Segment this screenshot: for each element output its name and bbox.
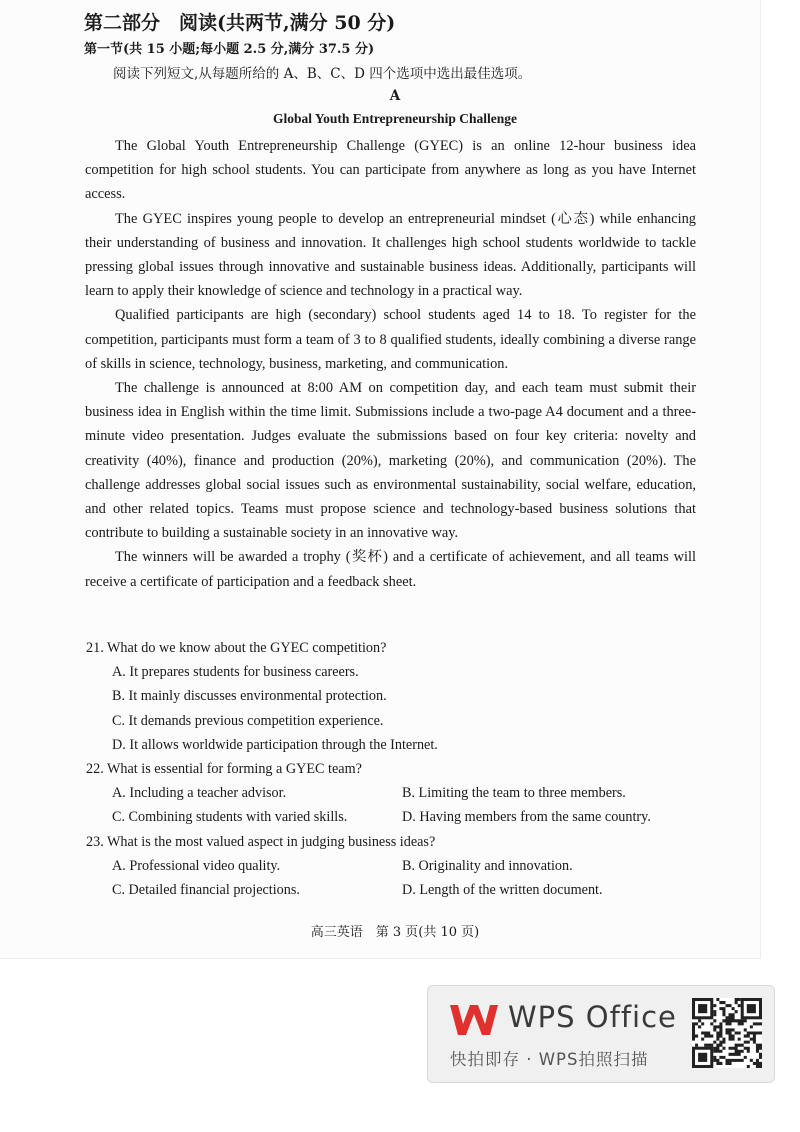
wps-watermark-badge bbox=[427, 985, 775, 1083]
option-d: D. Having members from the same country. bbox=[402, 809, 651, 826]
wps-w-logo-icon bbox=[448, 1002, 500, 1038]
passage-title: Global Youth Entrepreneurship Challenge bbox=[273, 111, 517, 126]
page-footer: 高三英语 第 3 页(共 10 页) bbox=[310, 925, 480, 940]
option-row bbox=[86, 878, 706, 902]
wps-brand-name: WPS Office bbox=[508, 1000, 677, 1034]
option-a: A. It prepares students for business careers. bbox=[112, 664, 359, 681]
question-22 bbox=[86, 757, 706, 830]
instructions: 阅读下列短文,从每题所给的 A、B、C、D 四个选项中选出最佳选项。 bbox=[113, 66, 532, 82]
question-stem: 23. What is the most valued aspect in judging business ideas? bbox=[86, 833, 436, 850]
option-row bbox=[86, 854, 706, 878]
question-23 bbox=[86, 830, 706, 903]
paragraph: The winners will be awarded a trophy (奖杯) and a certificate of achievement, and all teams will receive a certificate of participation and a feedback sheet. bbox=[85, 549, 696, 590]
passage-letter: A bbox=[389, 88, 401, 104]
paragraph: The challenge is announced at 8:00 AM on competition day, and each team must submit their business idea in English within the time limit. Submissions include a two-page A4 document and a three-minute video presentation. Judges evaluate the submissions based on four key criteria: novelty and creativity (40%), finance and production (20%), marketing (20%), and communication (20%). The challenge addresses global social issues such as environmental sustainability, social welfare, education, and other related topics. Teams must propose science and technology-based business solutions that contribute to building a sustainable society in an innovative way. bbox=[85, 380, 696, 542]
question-stem: 21. What do we know about the GYEC competition? bbox=[86, 640, 387, 656]
section-title: 第一节(共 15 小题;每小题 2.5 分,满分 37.5 分) bbox=[84, 42, 375, 57]
passage-body bbox=[85, 134, 696, 594]
questions bbox=[86, 636, 706, 902]
option-d: D. Length of the written document. bbox=[402, 882, 603, 899]
paragraph: The Global Youth Entrepreneurship Challenge (GYEC) is an online 12-hour business idea competition for high school students. You can participate from anywhere as long as you have Internet access. bbox=[85, 138, 696, 203]
question-stem: 22. What is essential for forming a GYEC team? bbox=[86, 761, 362, 778]
option-c: C. Detailed financial projections. bbox=[112, 882, 300, 899]
part-title: 第二部分 阅读(共两节,满分 50 分) bbox=[84, 12, 396, 34]
wps-tagline: 快拍即存 · WPS拍照扫描 bbox=[450, 1050, 649, 1069]
option-b: B. Limiting the team to three members. bbox=[402, 785, 626, 802]
question-21 bbox=[86, 636, 706, 757]
option-row bbox=[86, 781, 706, 805]
paragraph: Qualified participants are high (secondary) school students aged 14 to 18. To register for the competition, participants must form a team of 3 to 8 qualified students, ideally combining a diverse range of skills in science, technology, business, marketing, and communication. bbox=[85, 307, 696, 372]
option-b: B. It mainly discusses environmental protection. bbox=[112, 688, 387, 705]
option-a: A. Including a teacher advisor. bbox=[112, 785, 287, 802]
option-a: A. Professional video quality. bbox=[112, 857, 281, 874]
option-d: D. It allows worldwide participation through the Internet. bbox=[112, 736, 438, 753]
qr-code-icon bbox=[692, 998, 762, 1068]
option-row bbox=[86, 805, 706, 829]
option-c: C. It demands previous competition experience. bbox=[112, 712, 384, 729]
paragraph: The GYEC inspires young people to develop an entrepreneurial mindset (心态) while enhancing their understanding of business and innovation. It challenges high school students worldwide to tackle pressing global issues through innovative and sustainable business ideas. Additionally, participants will learn to apply their knowledge of science and technology in a practical way. bbox=[85, 210, 696, 300]
option-b: B. Originality and innovation. bbox=[402, 857, 573, 874]
option-c: C. Combining students with varied skills. bbox=[112, 809, 348, 826]
